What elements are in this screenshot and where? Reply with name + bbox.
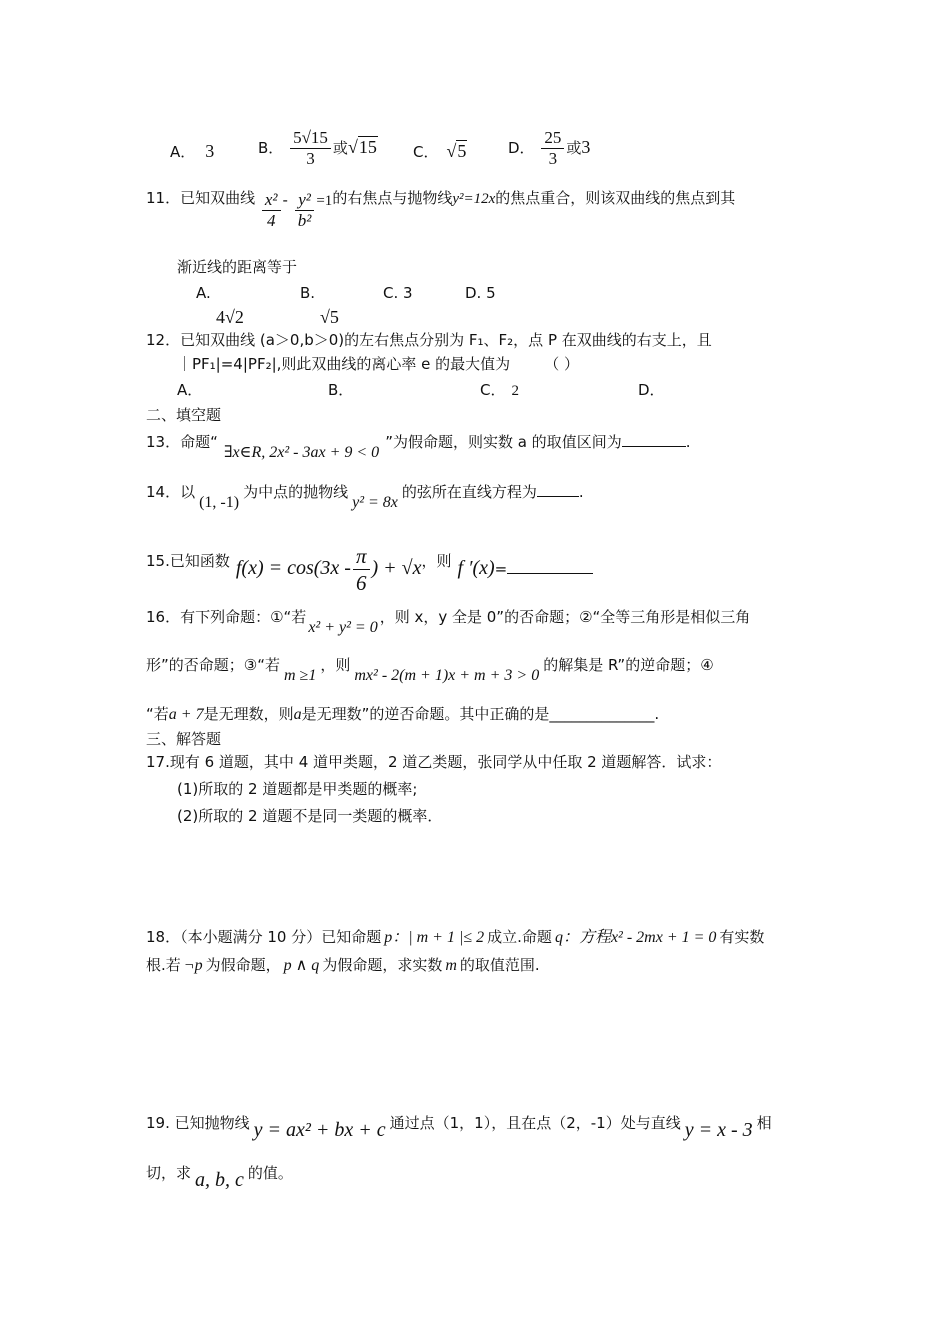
- q19-line: y = x - 3: [684, 1119, 753, 1141]
- q16-math-4: a + 7: [168, 706, 204, 723]
- q10-option-a-value: 3: [205, 141, 215, 161]
- q10-option-d-or: 或: [566, 139, 582, 157]
- q12-option-a: A．: [177, 381, 203, 399]
- q15-function-tail: ) + √x: [371, 557, 422, 579]
- q15-answer-blank: [507, 573, 593, 574]
- q10-option-c-sqrt: √5: [446, 141, 467, 161]
- q15-function: f(x) = cos(3x -: [235, 557, 351, 579]
- q11-option-b-value: √5: [320, 307, 339, 327]
- q10-option-b-sqrt: √15: [347, 137, 377, 157]
- q12-option-c: C． 2: [480, 381, 519, 399]
- q18-line2: 根.若 ¬p 为假命题， p ∧ q 为假命题，求实数 m 的取值范围.: [146, 956, 540, 974]
- q11-option-a-value: 4√2: [216, 307, 244, 327]
- q13: 13．命题“∃x∈R, 2x² - 3ax + 9 < 0”为假命题，则实数 a 的取值区间为 .: [146, 433, 691, 461]
- q17-line3: (2)所取的 2 道题不是同一类题的概率．: [177, 807, 443, 825]
- q14-curve: y² = 8x: [352, 494, 398, 511]
- q16-answer-blank: ______________: [549, 705, 655, 723]
- q11-fraction-x: $\frac{\text{x²}}{4}$: [262, 190, 281, 231]
- q11-option-c: C. 3: [383, 284, 413, 302]
- q10-option-d-fraction: $\frac{25}{3}$: [541, 128, 564, 169]
- q11-option-a: [196, 282, 244, 327]
- q19-parabola: y = ax² + bx + c: [253, 1119, 386, 1141]
- q11-option-b: [300, 282, 339, 327]
- q16-math-1: x² + y² = 0: [308, 619, 378, 636]
- q16-math-3: mx² - 2(m + 1)x + m + 3 > 0: [354, 667, 540, 684]
- q15-pi-over-6: $\frac{\pi}{6}$: [353, 543, 370, 596]
- q19-line1: 19. 已知抛物线 y = ax² + bx + c 通过点（1，1），且在点（2，-1）处与直线 y = x - 3 相: [146, 1114, 772, 1141]
- q12-line2: ｜PF₁|=4|PF₂|,则此双曲线的离心率 e 的最大值为 （ ）: [177, 355, 579, 373]
- q11-line2: 渐近线的距离等于: [177, 258, 298, 276]
- section-heading-fill-in: 二、填空题: [146, 406, 222, 424]
- q18-p-and-q: p ∧ q: [283, 957, 320, 974]
- q14: 14．以(1, -1)为中点的抛物线y² = 8x的弦所在直线方程为 .: [146, 483, 584, 511]
- q11-option-a-label: A.: [196, 284, 211, 302]
- q12-line1: 12．已知双曲线 (a＞0,b＞0)的左右焦点分别为 F₁、F₂，点 P 在双曲线的右支上，且: [146, 331, 712, 349]
- q14-answer-blank: [537, 496, 579, 497]
- q10-option-d-value: 3: [581, 137, 591, 157]
- q10-options: [170, 140, 214, 163]
- q10-option-b-or: 或: [332, 139, 348, 157]
- q11-prefix: 11．已知双曲线: [146, 189, 256, 207]
- q10-option-d-label: D．: [508, 139, 535, 157]
- q19-variables: a, b, c: [195, 1169, 244, 1191]
- q12-option-d: D．: [638, 381, 665, 399]
- q11-fraction-y: $\frac{\text{y²}}{\text{b²}}$: [295, 190, 315, 231]
- q16-line2: 形”的否命题；③“若m ≥1，则mx² - 2(m + 1)x + m + 3 > 0的解集是 R”的逆命题；④: [146, 656, 714, 684]
- q18-line1: 18．（本小题满分 10 分）已知命题 p：| m + 1 |≤ 2 成立.命题 q：方程x² - 2mx + 1 = 0 有实数: [146, 928, 765, 946]
- q10-option-b: [258, 128, 378, 169]
- q13-expression: ∃x∈R, 2x² - 3ax + 9 < 0: [223, 444, 380, 461]
- q18-proposition-p: p：| m + 1 |≤ 2: [384, 929, 485, 946]
- q10-option-b-fraction: $\frac{5√15}{3}$: [290, 128, 331, 169]
- q10-option-c: [413, 140, 467, 163]
- q11-line1: [146, 190, 735, 231]
- q11-text1: 的右焦点与抛物线: [332, 189, 453, 207]
- q11-equals: =1: [316, 193, 333, 209]
- q11-minus: -: [282, 191, 288, 209]
- q12-answer-paren: （ ）: [544, 355, 579, 373]
- q18-not-p: ¬p: [183, 957, 203, 974]
- q10-option-d: [508, 128, 590, 169]
- section-heading-solve: 三、解答题: [146, 730, 222, 748]
- q10-option-c-label: C．: [413, 143, 439, 161]
- q13-answer-blank: [622, 446, 686, 447]
- q17-line2: (1)所取的 2 道题都是甲类题的概率;: [177, 780, 418, 798]
- q18-proposition-q: q：方程x² - 2mx + 1 = 0: [554, 929, 717, 946]
- q14-point: (1, -1): [199, 494, 240, 511]
- q11-option-d: D. 5: [465, 284, 496, 302]
- q16-line1: 16．有下列命题：①“若x² + y² = 0，则 x，y 全是 0”的否命题；②“全等三角形是相似三角: [146, 608, 751, 636]
- q16-line3: “若a + 7是无理数，则a是无理数”的逆否命题。其中正确的是______________.: [146, 705, 660, 723]
- q15: 15.已知函数 f(x) = cos(3x - $\frac{\pi}{6}$ ) + √x，则 f ′(x)=: [146, 538, 593, 599]
- q11-parabola: y²=12x: [452, 191, 496, 207]
- q15-derivative: f ′(x): [457, 557, 495, 579]
- q10-option-a-label: A．: [170, 143, 196, 161]
- q16-math-2: m ≥1: [284, 667, 317, 684]
- q11-text2: 的焦点重合，则该双曲线的焦点到其: [495, 189, 736, 207]
- q18-var-m: m: [445, 957, 457, 974]
- q16-math-5: a: [293, 706, 302, 723]
- q19-line2: 切，求 a, b, c 的值。: [146, 1164, 293, 1191]
- q11-option-b-label: B.: [300, 284, 316, 302]
- q10-option-b-label: B．: [258, 139, 284, 157]
- q12-option-c-value: 2: [511, 383, 519, 399]
- q12-option-b: B．: [328, 381, 354, 399]
- q17-line1: 17.现有 6 道题，其中 4 道甲类题，2 道乙类题，张同学从中任取 2 道题解答．试求：: [146, 753, 722, 771]
